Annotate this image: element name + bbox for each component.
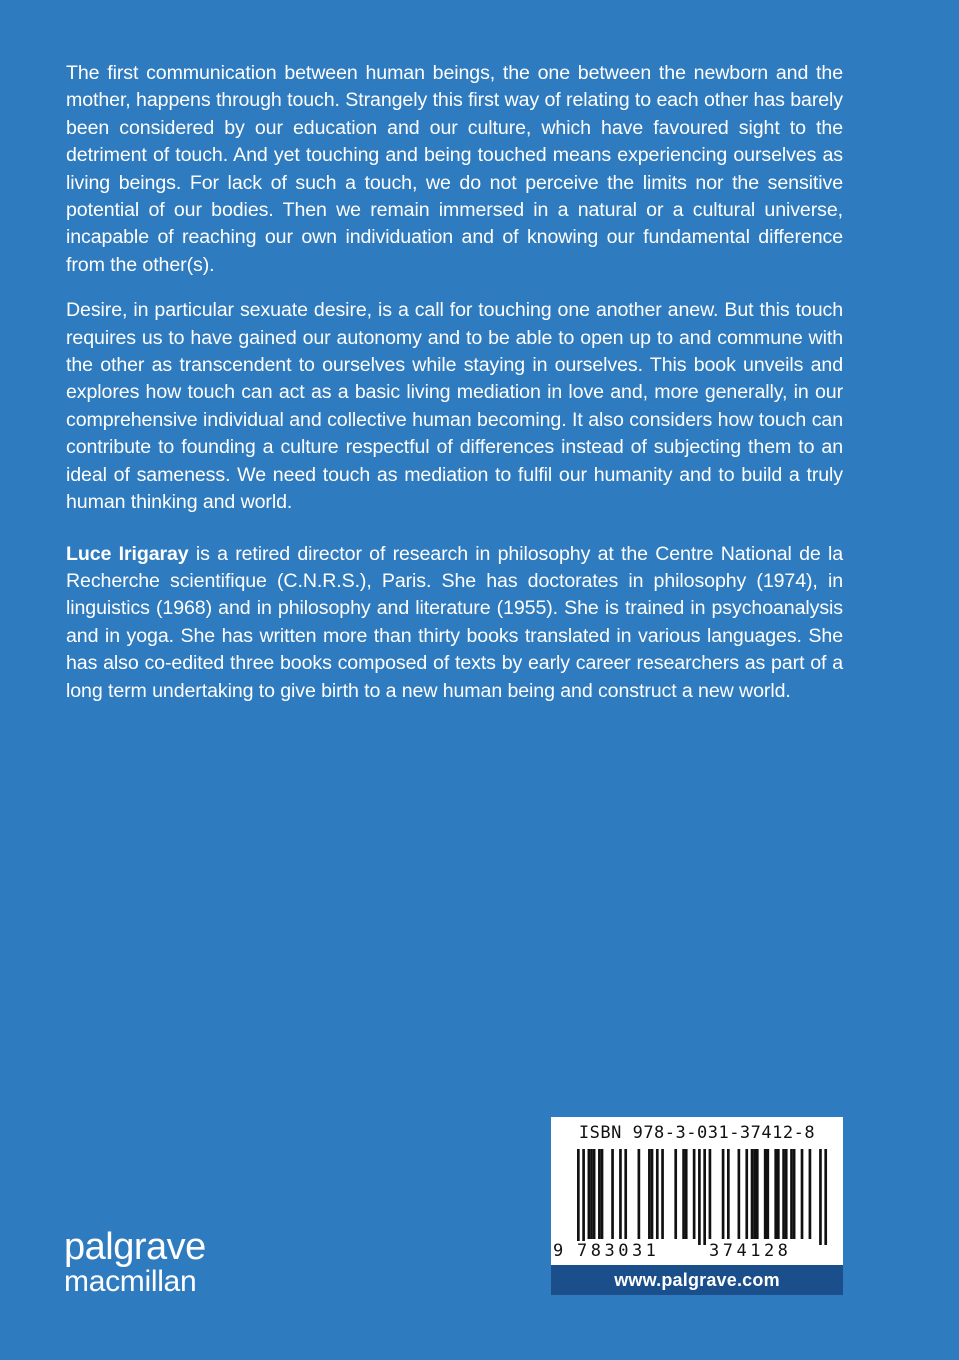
barcode-bar: [782, 1149, 785, 1239]
barcode-digits: [551, 1241, 843, 1263]
barcode-bar: [753, 1149, 756, 1239]
blurb-paragraph-2: Desire, in particular sexuate desire, is a call for touching one another anew. But this touch requires us to have gained our autonomy and to be able to open up to and commune with the other as transcendent to ourselves while staying in ourselves. This book unveils and explores how touch can act as a basic living mediation in love and, more generally, in our comprehensive individual and collective human becoming. It also considers how touch can contribute to founding a culture respectful of differences instead of subjecting them to an ideal of sameness. We need touch as mediation to fulfil our humanity and to build a truly human thinking and world.: [66, 299, 843, 514]
logo-palgrave: palgrave: [64, 1226, 206, 1268]
barcode-bar: [619, 1149, 622, 1239]
author-bio: [66, 541, 843, 705]
logo-macmillan: macmillan: [64, 1265, 197, 1298]
barcode-bar: [590, 1149, 593, 1239]
barcode-bar: [682, 1149, 685, 1239]
barcode-bar: [756, 1149, 759, 1239]
barcode-bar: [661, 1149, 664, 1239]
barcode-bar: [766, 1149, 769, 1239]
barcode-bar: [774, 1149, 777, 1239]
barcode-bar: [824, 1149, 827, 1245]
barcode-bar: [751, 1149, 754, 1239]
isbn-label: ISBN 978-3-031-37412-8: [578, 1123, 816, 1143]
barcode-bar: [790, 1149, 793, 1239]
barcode-bar: [611, 1149, 614, 1239]
barcode-digit-first: 9: [553, 1241, 564, 1261]
barcode-bar: [598, 1149, 601, 1239]
publisher-url: www.palgrave.com: [551, 1265, 843, 1295]
blurb-text: [66, 60, 843, 723]
barcode-bar: [601, 1149, 604, 1239]
barcode-bar: [777, 1149, 780, 1239]
barcode-bar: [656, 1149, 659, 1239]
barcode-bar: [819, 1149, 822, 1245]
barcode-bar: [727, 1149, 730, 1239]
blurb-paragraph-1: The first communication between human beings, the one between the newborn and the mother, happens through touch. Strangely this first way of relating to each other has barely been considered by our education and our culture, which have favoured sight to the detriment of touch. And yet touching and being touched means experiencing ourselves as living beings. For lack of such a touch, we do not perceive the limits nor the sensitive potential of our bodies. Then we remain immersed in a natural or a cultural universe, incapable of reaching our own individuation and of knowing our fundamental difference from the other(s).: [66, 62, 843, 276]
barcode-bar: [809, 1149, 812, 1239]
barcode-bar: [801, 1149, 804, 1239]
barcode-bar: [577, 1149, 580, 1245]
barcode-bar: [624, 1149, 627, 1239]
barcode-bars: [567, 1149, 831, 1245]
barcode-bar: [698, 1149, 701, 1245]
author-bio-text: is a retired director of research in philosophy at the Centre National de la Recherche scientifique (C.N.R.S.), Paris. She has doctorates in philosophy (1974), in linguistics (1968) and in philosophy and literature (1955). She is trained in psychoanalysis and in yoga. She has written more than thirty books translated in various languages. She has also co-edited three books composed of texts by early career researchers as part of a long term undertaking to give birth to a new human being and construct a new world.: [66, 542, 843, 702]
barcode-bar: [638, 1149, 641, 1239]
barcode-bar: [709, 1149, 712, 1239]
barcode-bar: [738, 1149, 741, 1239]
barcode-bar: [582, 1149, 585, 1245]
barcode-bar: [593, 1149, 596, 1239]
barcode-bar: [685, 1149, 688, 1239]
barcode-bar: [693, 1149, 696, 1239]
barcode-bar: [674, 1149, 677, 1239]
barcode-digits-right: 374128: [709, 1241, 792, 1261]
barcode-bar: [764, 1149, 767, 1239]
barcode-bar: [703, 1149, 706, 1245]
barcode-bar: [722, 1149, 725, 1239]
author-name: Luce Irigaray: [66, 542, 189, 565]
barcode-bar: [651, 1149, 654, 1239]
barcode-bar: [785, 1149, 788, 1239]
barcode-digits-left: 783031: [577, 1241, 660, 1261]
barcode-panel: [551, 1117, 843, 1265]
palgrave-macmillan-logo: [64, 1228, 284, 1308]
barcode-bar: [648, 1149, 651, 1239]
barcode-bar: [793, 1149, 796, 1239]
barcode-bar: [745, 1149, 748, 1239]
barcode-bar: [588, 1149, 591, 1239]
